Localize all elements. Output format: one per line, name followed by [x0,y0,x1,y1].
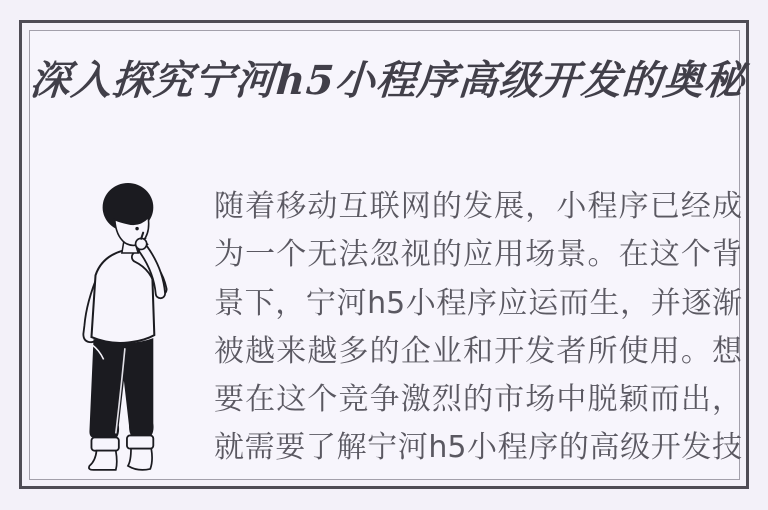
thinking-person-illustration [80,182,182,476]
thinking-person-svg [80,182,182,476]
inner-border-frame [28,30,747,480]
body-line: 为一个无法忽视的应用场景。在这个背 [214,237,742,273]
body-line: 就需要了解宁河h5小程序的高级开发技 [214,430,742,466]
body-line: 被越来越多的企业和开发者所使用。想 [214,333,742,369]
body-line: 要在这个竞争激烈的市场中脱颖而出， [214,382,742,418]
article-title: 深入探究宁河h5小程序高级开发的奥秘 [28,57,747,104]
body-line: 景下，宁河h5小程序应运而生，并逐渐 [214,285,742,321]
article-body [214,183,742,473]
body-line: 随着移动互联网的发展，小程序已经成 [214,189,742,224]
